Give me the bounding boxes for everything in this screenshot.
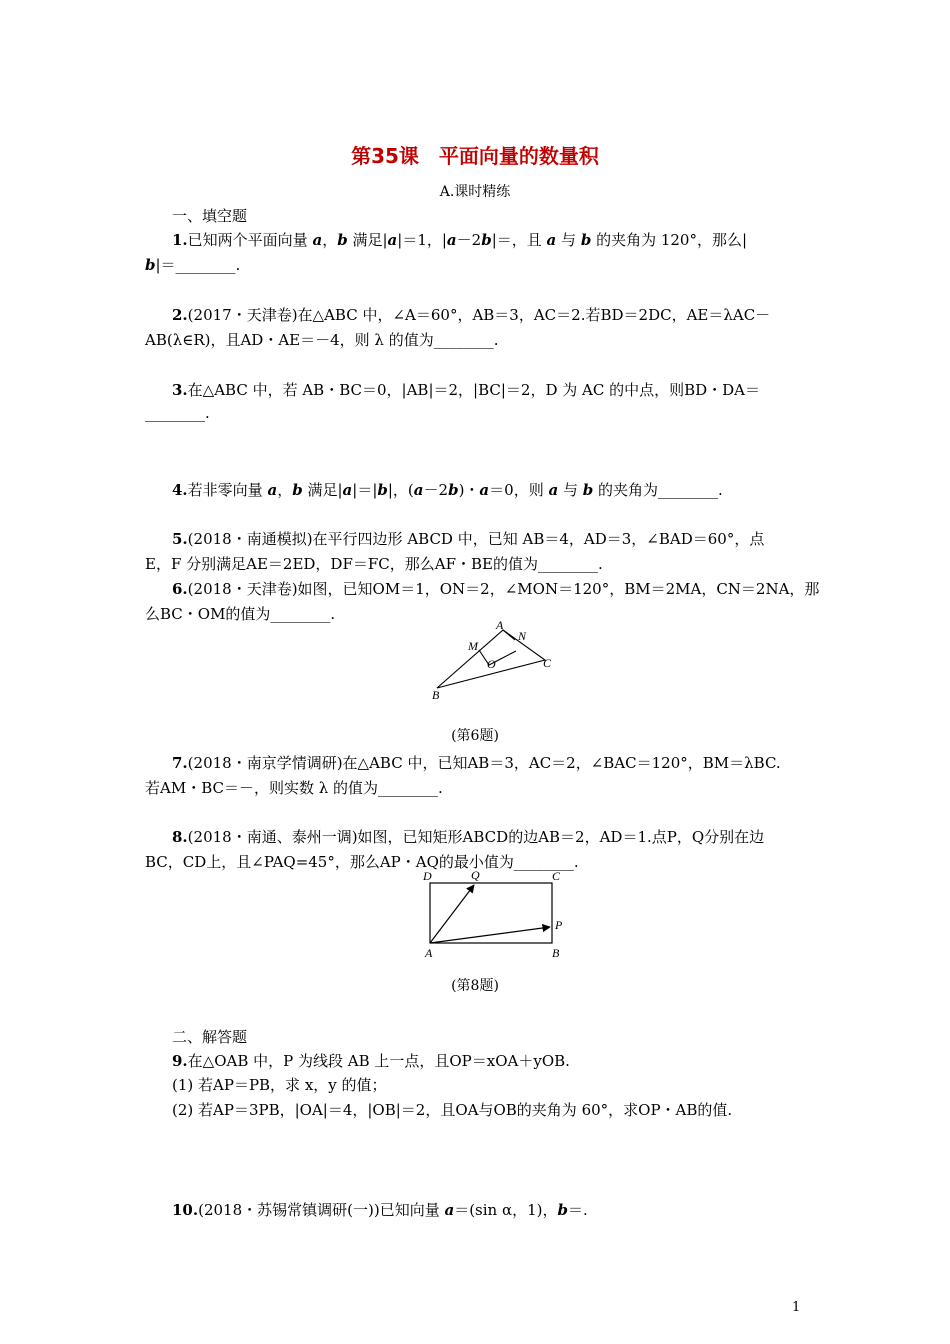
problem-7-line-2: 若AM・BC＝－，则实数 λ 的值为________. <box>145 779 443 797</box>
problem-6-line-2: 么BC・OM的值为________. <box>145 605 336 623</box>
label-M: M <box>468 639 478 653</box>
problem-9-part-2: (2) 若AP＝3PB，|OA|＝4，|OB|＝2，且OA与OB的夹角为 60°，求OP・AB的值. <box>172 1101 733 1119</box>
problem-3-line-2: ________. <box>145 404 210 422</box>
label-N: N <box>518 629 527 643</box>
section-heading-fill-in: 一、填空题 <box>172 207 248 225</box>
label-A: A <box>425 946 433 960</box>
problem-1-line-1: 1.已知两个平面向量 a，b 满足|a|＝1，|a－2b|＝，且 a 与 b 的夹角为 120°，那么| <box>172 231 748 249</box>
figure-8-caption: (第8题) <box>451 978 499 994</box>
label-C: C <box>552 869 561 883</box>
label-A: A <box>496 618 504 632</box>
figure-6-caption: (第6题) <box>451 728 499 744</box>
problem-3-line-1: 3.在△ABC 中，若 AB・BC＝0，|AB|＝2，|BC|＝2，D 为 AC 的中点，则BD・DA＝ <box>172 381 761 399</box>
problem-5-line-1: 5.(2018・南通模拟)在平行四边形 ABCD 中，已知 AB＝4，AD＝3，∠BAD＝60°，点 <box>172 530 765 548</box>
label-P: P <box>555 918 563 932</box>
label-B: B <box>552 946 560 960</box>
label-C: C <box>543 656 552 670</box>
problem-9-line-1: 9.在△OAB 中，P 为线段 AB 上一点，且OP＝xOA＋yOB. <box>172 1052 570 1070</box>
problem-2-line-2: AB(λ∈R)，且AD・AE＝－4，则 λ 的值为________. <box>145 331 499 349</box>
problem-7-line-1: 7.(2018・南京学情调研)在△ABC 中，已知AB＝3，AC＝2，∠BAC＝120°，BM＝λBC. <box>172 754 781 772</box>
problem-4-line-1: 4.若非零向量 a，b 满足|a|＝|b|，(a－2b)・a＝0，则 a 与 b 的夹角为________. <box>172 481 723 499</box>
label-D: D <box>423 869 432 883</box>
figure-6-triangle <box>425 618 555 702</box>
problem-6-line-1: 6.(2018・天津卷)如图，已知OM＝1，ON＝2，∠MON＝120°，BM＝2MA，CN＝2NA，那 <box>172 580 820 598</box>
page-number: 1 <box>792 1300 801 1315</box>
problem-8-line-2: BC，CD上，且∠PAQ=45°，那么AP・AQ的最小值为________. <box>145 853 579 871</box>
label-B: B <box>432 688 440 702</box>
problem-5-line-2: E，F 分别满足AE＝2ED，DF＝FC，那么AF・BE的值为________. <box>145 555 603 573</box>
figure-8-rectangle <box>415 866 575 961</box>
problem-8-line-1: 8.(2018・南通、泰州一调)如图，已知矩形ABCD的边AB＝2，AD＝1.点P，Q分别在边 <box>172 828 765 846</box>
problem-9-part-1: (1) 若AP＝PB，求 x，y 的值； <box>172 1076 387 1094</box>
page-title: 第35课 平面向量的数量积 <box>351 144 599 168</box>
section-subtitle: A.课时精练 <box>439 184 511 200</box>
problem-2-line-1: 2.(2017・天津卷)在△ABC 中，∠A＝60°，AB＝3，AC＝2.若BD＝2DC，AE＝λAC－ <box>172 306 771 324</box>
label-Q: Q <box>471 868 480 882</box>
label-O: O <box>487 657 496 671</box>
problem-10-line-1: 10.(2018・苏锡常镇调研(一))已知向量 a＝(sin α，1)，b＝. <box>172 1201 588 1219</box>
section-heading-solve: 二、解答题 <box>172 1028 248 1046</box>
problem-1-line-2: b|＝________. <box>145 256 241 274</box>
